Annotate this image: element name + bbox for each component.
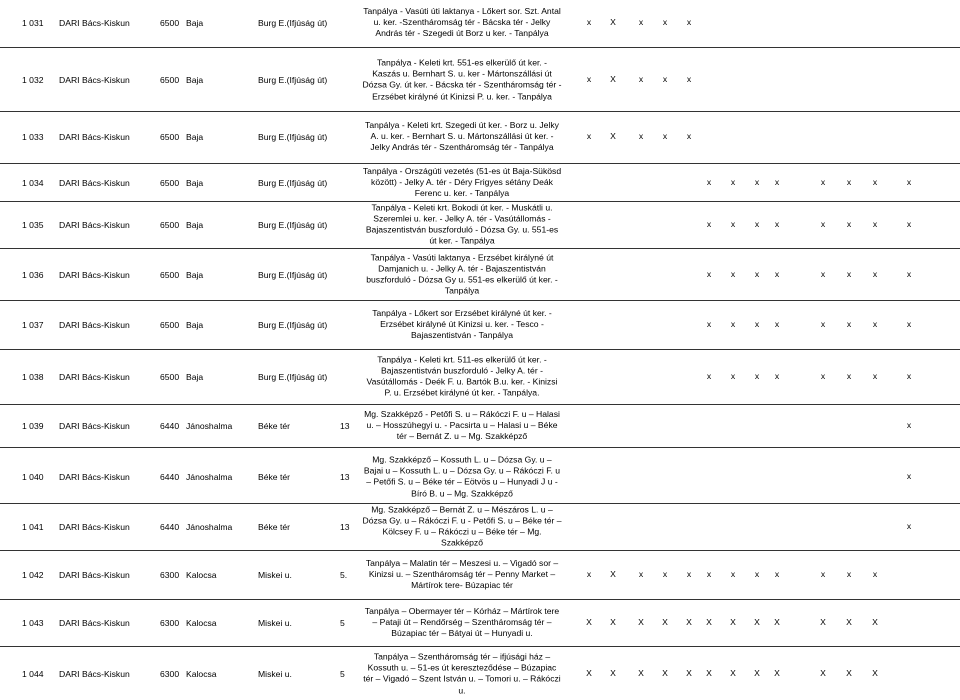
mark-cell: x [820,319,826,329]
zip-code: 6300 [160,669,180,679]
mark-group [0,521,960,533]
table-row [0,112,960,162]
region-code: DARI [59,132,80,142]
house-number: 13 [340,472,350,482]
mark-cell: x [820,268,826,279]
street: Miskei u. [258,570,292,580]
row-id: 1 036 [22,269,44,280]
mark-cell: x [846,370,852,381]
row-id: 1 038 [22,371,44,382]
mark-cell: x [906,218,912,229]
mark-cell: x [820,370,826,381]
street: Burg E.(Ifjúság út) [258,371,328,382]
city: Jánoshalma [186,521,233,532]
region-code: DARI [59,178,80,188]
mark-cell: x [730,177,736,187]
region-code: DARI [59,420,80,431]
city: Baja [186,320,204,330]
street: Burg E.(Ifjúság út) [258,18,328,28]
zip-code: 6440 [160,420,180,431]
route-description: Tanpálya - Vasúti úti laktanya - Lőkert sor. Szt. Antal u. ker. -Szentháromság tér - Bácska tér - Jelky András tér - Szegedi út Borz u ker. - Tanpálya [363,6,561,39]
mark-cell: x [906,177,912,187]
city: Baja [186,269,204,280]
house-number: 13 [340,420,350,431]
mark-cell: X [706,616,712,627]
zip-code: 6500 [160,178,180,188]
row-id: 1 032 [22,75,44,85]
county: Bács-Kiskun [82,269,130,280]
mark-cell: x [820,177,826,187]
county: Bács-Kiskun [82,669,130,679]
city: Jánoshalma [186,472,233,482]
mark-cell: x [638,569,644,579]
table-row [0,166,960,200]
mark-cell: x [846,268,852,279]
mark-group [0,420,960,432]
mark-cell: X [706,668,712,678]
mark-cell: x [754,319,760,329]
mark-cell: x [774,370,780,381]
row-id: 1 039 [22,420,44,431]
mark-group [0,371,960,383]
mark-cell: x [774,319,780,329]
zip-code: 6440 [160,521,180,532]
mark-cell: x [774,569,780,579]
zip-code: 6500 [160,269,180,280]
county: Bács-Kiskun [82,617,130,628]
mark-cell: x [586,17,592,27]
mark-cell: x [846,569,852,579]
row-divider [0,47,960,48]
row-id: 1 043 [22,617,44,628]
mark-group [0,569,960,581]
mark-cell: X [610,569,616,579]
route-description: Mg. Szakképző – Kossuth L. u – Dózsa Gy. u – Bajai u – Kossuth L. u – Dózsa Gy. u – Rákóczi F. u – Petőfi S. u – Béke tér – Eötvös u – Hunyadi J u - Bíró B. u – Mg. Szakképző [363,454,561,499]
table-row [0,600,960,645]
region-code: DARI [59,617,80,628]
street: Burg E.(Ifjúság út) [258,178,328,188]
mark-cell: x [686,569,692,579]
table-row [0,0,960,46]
mark-group [0,617,960,629]
mark-cell: X [610,74,616,84]
region-code: DARI [59,371,80,382]
mark-cell: X [662,668,668,678]
mark-cell: x [686,131,692,141]
route-description: Tanpálya - Keleti krt. Szegedi út ker. - Borz u. Jelky A. u. ker. - Bernhart S. u. Mártonszállási út ker. - Jelky András tér - Szentháromság tér - Tanpálya [365,120,559,153]
mark-cell: x [638,74,644,84]
mark-cell: X [872,668,878,678]
row-divider [0,447,960,448]
table-row [0,648,960,700]
mark-cell: x [754,569,760,579]
mark-cell: x [774,177,780,187]
region-code: DARI [59,521,80,532]
mark-cell: x [662,131,668,141]
mark-cell: x [846,218,852,229]
row-id: 1 033 [22,132,44,142]
mark-cell: x [754,218,760,229]
mark-cell: X [730,616,736,627]
mark-cell: x [872,218,878,229]
mark-cell: x [730,319,736,329]
mark-cell: x [872,177,878,187]
mark-cell: X [774,668,780,678]
mark-cell: x [774,218,780,229]
route-description: Tanpálya - Lőkert sor Erzsébet királyné út ker. - Erzsébet királyné út Kinizsi u. ker. - Tesco - Bajaszentistván - Tanpálya [372,308,552,341]
street: Béke tér [258,420,291,431]
route-description: Mg. Szakképző - Petőfi S. u – Rákóczi F. u – Halasi u. – Hosszúhegyi u. - Pacsirta u – Halasi u – Béke tér – Bernát Z. u – Mg. Szakképző [364,408,560,442]
mark-group [0,177,960,189]
row-id: 1 031 [22,18,44,28]
mark-group [0,219,960,231]
mark-cell: x [906,471,912,481]
row-id: 1 040 [22,472,44,482]
city: Kalocsa [186,669,217,679]
mark-cell: x [872,370,878,381]
mark-cell: X [820,616,826,627]
county: Bács-Kiskun [82,320,130,330]
county: Bács-Kiskun [82,521,130,532]
mark-cell: x [730,218,736,229]
row-divider [0,550,960,551]
mark-cell: x [774,268,780,279]
street: Burg E.(Ifjúság út) [258,219,328,230]
table-row [0,50,960,110]
mark-cell: x [638,131,644,141]
mark-cell: x [730,268,736,279]
mark-cell: x [586,569,592,579]
region-code: DARI [59,320,80,330]
house-number: 5. [340,570,348,580]
mark-cell: x [730,569,736,579]
city: Baja [186,75,204,85]
city: Baja [186,371,204,382]
mark-cell: x [872,569,878,579]
table-row [0,302,960,348]
mark-cell: X [586,616,592,627]
table-row [0,504,960,549]
mark-group [0,668,960,680]
mark-cell: x [586,131,592,141]
mark-group [0,471,960,483]
mark-cell: x [754,177,760,187]
mark-cell: x [906,370,912,381]
mark-cell: X [610,616,616,627]
county: Bács-Kiskun [82,472,130,482]
route-description: Mg. Szakképző – Bernát Z. u – Mészáros L. u – Dózsa Gy. u – Rákóczi F. u - Petőfi S. u – Béke tér – Kölcsey F. u – Rákóczi u – Béke tér – Mg. Szakképző [362,504,562,548]
zip-code: 6500 [160,75,180,85]
zip-code: 6300 [160,617,180,628]
county: Bács-Kiskun [82,132,130,142]
mark-group [0,319,960,331]
route-description: Tanpálya – Obermayer tér – Kórház – Mártírok tere – Pataji út – Rendőrség – Szentháromság tér – Búzapiac tér – Bátyai út – Hunyadi u. [364,605,560,639]
mark-cell: x [706,177,712,187]
mark-cell: x [906,319,912,329]
county: Bács-Kiskun [82,75,130,85]
mark-cell: x [706,218,712,229]
mark-cell: x [754,268,760,279]
mark-cell: X [846,668,852,678]
mark-group [0,131,960,143]
house-number: 5 [340,669,345,679]
mark-cell: X [586,668,592,678]
mark-cell: x [662,17,668,27]
mark-cell: X [730,668,736,678]
mark-cell: x [706,370,712,381]
route-description: Tanpálya - Keleti krt. 511-es elkerülő út ker. - Bajaszentistván buszforduló - Jelky A. tér - Vasútállomás - Deék F. u. Bartók B.u. ker. - Kinizsi P. u. Erzsébet királyné út ker. - Tanpálya. [366,354,558,398]
table-row [0,202,960,247]
county: Bács-Kiskun [82,570,130,580]
zip-code: 6500 [160,371,180,382]
street: Béke tér [258,472,291,482]
row-divider [0,646,960,647]
row-divider [0,300,960,301]
mark-cell: x [730,370,736,381]
mark-cell: x [846,177,852,187]
mark-cell: X [754,668,760,678]
mark-cell: X [610,668,616,678]
route-description: Tanpálya - Keleti krt. 551-es elkerülő út ker. - Kaszás u. Bernhart S. u. ker - Mártonszállási út Dózsa Gy. út ker. - Bácska tér - Szentháromság tér - Erzsébet királyné út Kinizsi P. u. ker. - Tanpálya [362,57,562,102]
mark-cell: X [686,616,692,627]
street: Burg E.(Ifjúság út) [258,320,328,330]
mark-cell: X [774,616,780,627]
row-id: 1 044 [22,669,44,679]
region-code: DARI [59,570,80,580]
mark-cell: x [662,74,668,84]
mark-cell: x [820,218,826,229]
county: Bács-Kiskun [82,420,130,431]
route-description: Tanpálya – Szentháromság tér – ifjúsági ház – Kossuth u. – 51-es út kereszteződése – Búzapiac tér – Vigadó – Szent István u. – Tomori u. – Rákóczi u. [363,651,561,696]
city: Kalocsa [186,617,217,628]
street: Béke tér [258,521,291,532]
house-number: 5 [340,617,345,628]
county: Bács-Kiskun [82,371,130,382]
city: Baja [186,219,204,230]
mark-cell: x [686,17,692,27]
mark-cell: x [846,319,852,329]
mark-cell: X [638,616,644,627]
region-code: DARI [59,669,80,679]
region-code: DARI [59,219,80,230]
region-code: DARI [59,75,80,85]
row-id: 1 042 [22,570,44,580]
row-divider [0,163,960,164]
row-divider [0,248,960,249]
zip-code: 6440 [160,472,180,482]
table-row [0,350,960,403]
street: Burg E.(Ifjúság út) [258,132,328,142]
mark-cell: X [846,616,852,627]
route-description: Tanpálya - Országúti vezetés (51-es út Baja-Sükösd között) - Jelky A. tér - Déry Frigyes sétány Deák Ferenc u. ker. - Tanpálya [362,166,562,199]
zip-code: 6500 [160,219,180,230]
mark-cell: x [872,319,878,329]
mark-cell: x [638,17,644,27]
mark-cell: X [754,616,760,627]
row-id: 1 035 [22,219,44,230]
mark-cell: x [686,74,692,84]
table-row [0,452,960,502]
zip-code: 6500 [160,18,180,28]
region-code: DARI [59,269,80,280]
mark-cell: X [610,131,616,141]
zip-code: 6300 [160,570,180,580]
city: Jánoshalma [186,420,233,431]
region-code: DARI [59,472,80,482]
mark-group [0,17,960,29]
row-id: 1 037 [22,320,44,330]
row-id: 1 041 [22,521,44,532]
mark-cell: X [820,668,826,678]
route-description: Tanpálya – Malatin tér – Meszesi u. – Vigadó sor – Kinizsi u. – Szentháromság tér – Penny Market – Mártírok tere- Búzapiac tér [365,558,559,591]
mark-cell: x [754,370,760,381]
city: Baja [186,132,204,142]
mark-cell: x [906,520,912,531]
mark-group [0,74,960,86]
mark-cell: X [872,616,878,627]
region-code: DARI [59,18,80,28]
mark-cell: x [820,569,826,579]
city: Baja [186,178,204,188]
city: Baja [186,18,204,28]
table-row [0,250,960,299]
mark-cell: X [686,668,692,678]
county: Bács-Kiskun [82,18,130,28]
county: Bács-Kiskun [82,219,130,230]
mark-cell: X [638,668,644,678]
mark-cell: x [706,319,712,329]
mark-cell: X [662,616,668,627]
street: Burg E.(Ifjúság út) [258,269,328,280]
mark-cell: x [906,419,912,430]
street: Miskei u. [258,617,292,628]
mark-cell: x [906,268,912,279]
table-row [0,552,960,598]
county: Bács-Kiskun [82,178,130,188]
route-description: Tanpálya - Vasúti laktanya - Erzsébet királyné út Damjanich u. - Jelky A. tér - Bajaszentistván buszforduló - Dózsa Gy u. 551-es elkerülő út ker. - Tanpálya [366,252,558,296]
street: Miskei u. [258,669,292,679]
street: Burg E.(Ifjúság út) [258,75,328,85]
row-id: 1 034 [22,178,44,188]
house-number: 13 [340,521,350,532]
mark-group [0,269,960,281]
mark-cell: x [872,268,878,279]
route-description: Tanpálya - Keleti krt. Bokodi út ker. - Muskátli u. Szeremlei u. ker. - Jelky A. tér - Vasútállomás - Bajaszentistván buszforduló - Dózsa Gy. u. 551-es út ker. - Tanpálya [365,202,559,246]
mark-cell: X [610,17,616,27]
table-row [0,405,960,446]
zip-code: 6500 [160,320,180,330]
city: Kalocsa [186,570,217,580]
mark-cell: x [586,74,592,84]
mark-cell: x [706,268,712,279]
mark-cell: x [662,569,668,579]
mark-cell: x [706,569,712,579]
zip-code: 6500 [160,132,180,142]
